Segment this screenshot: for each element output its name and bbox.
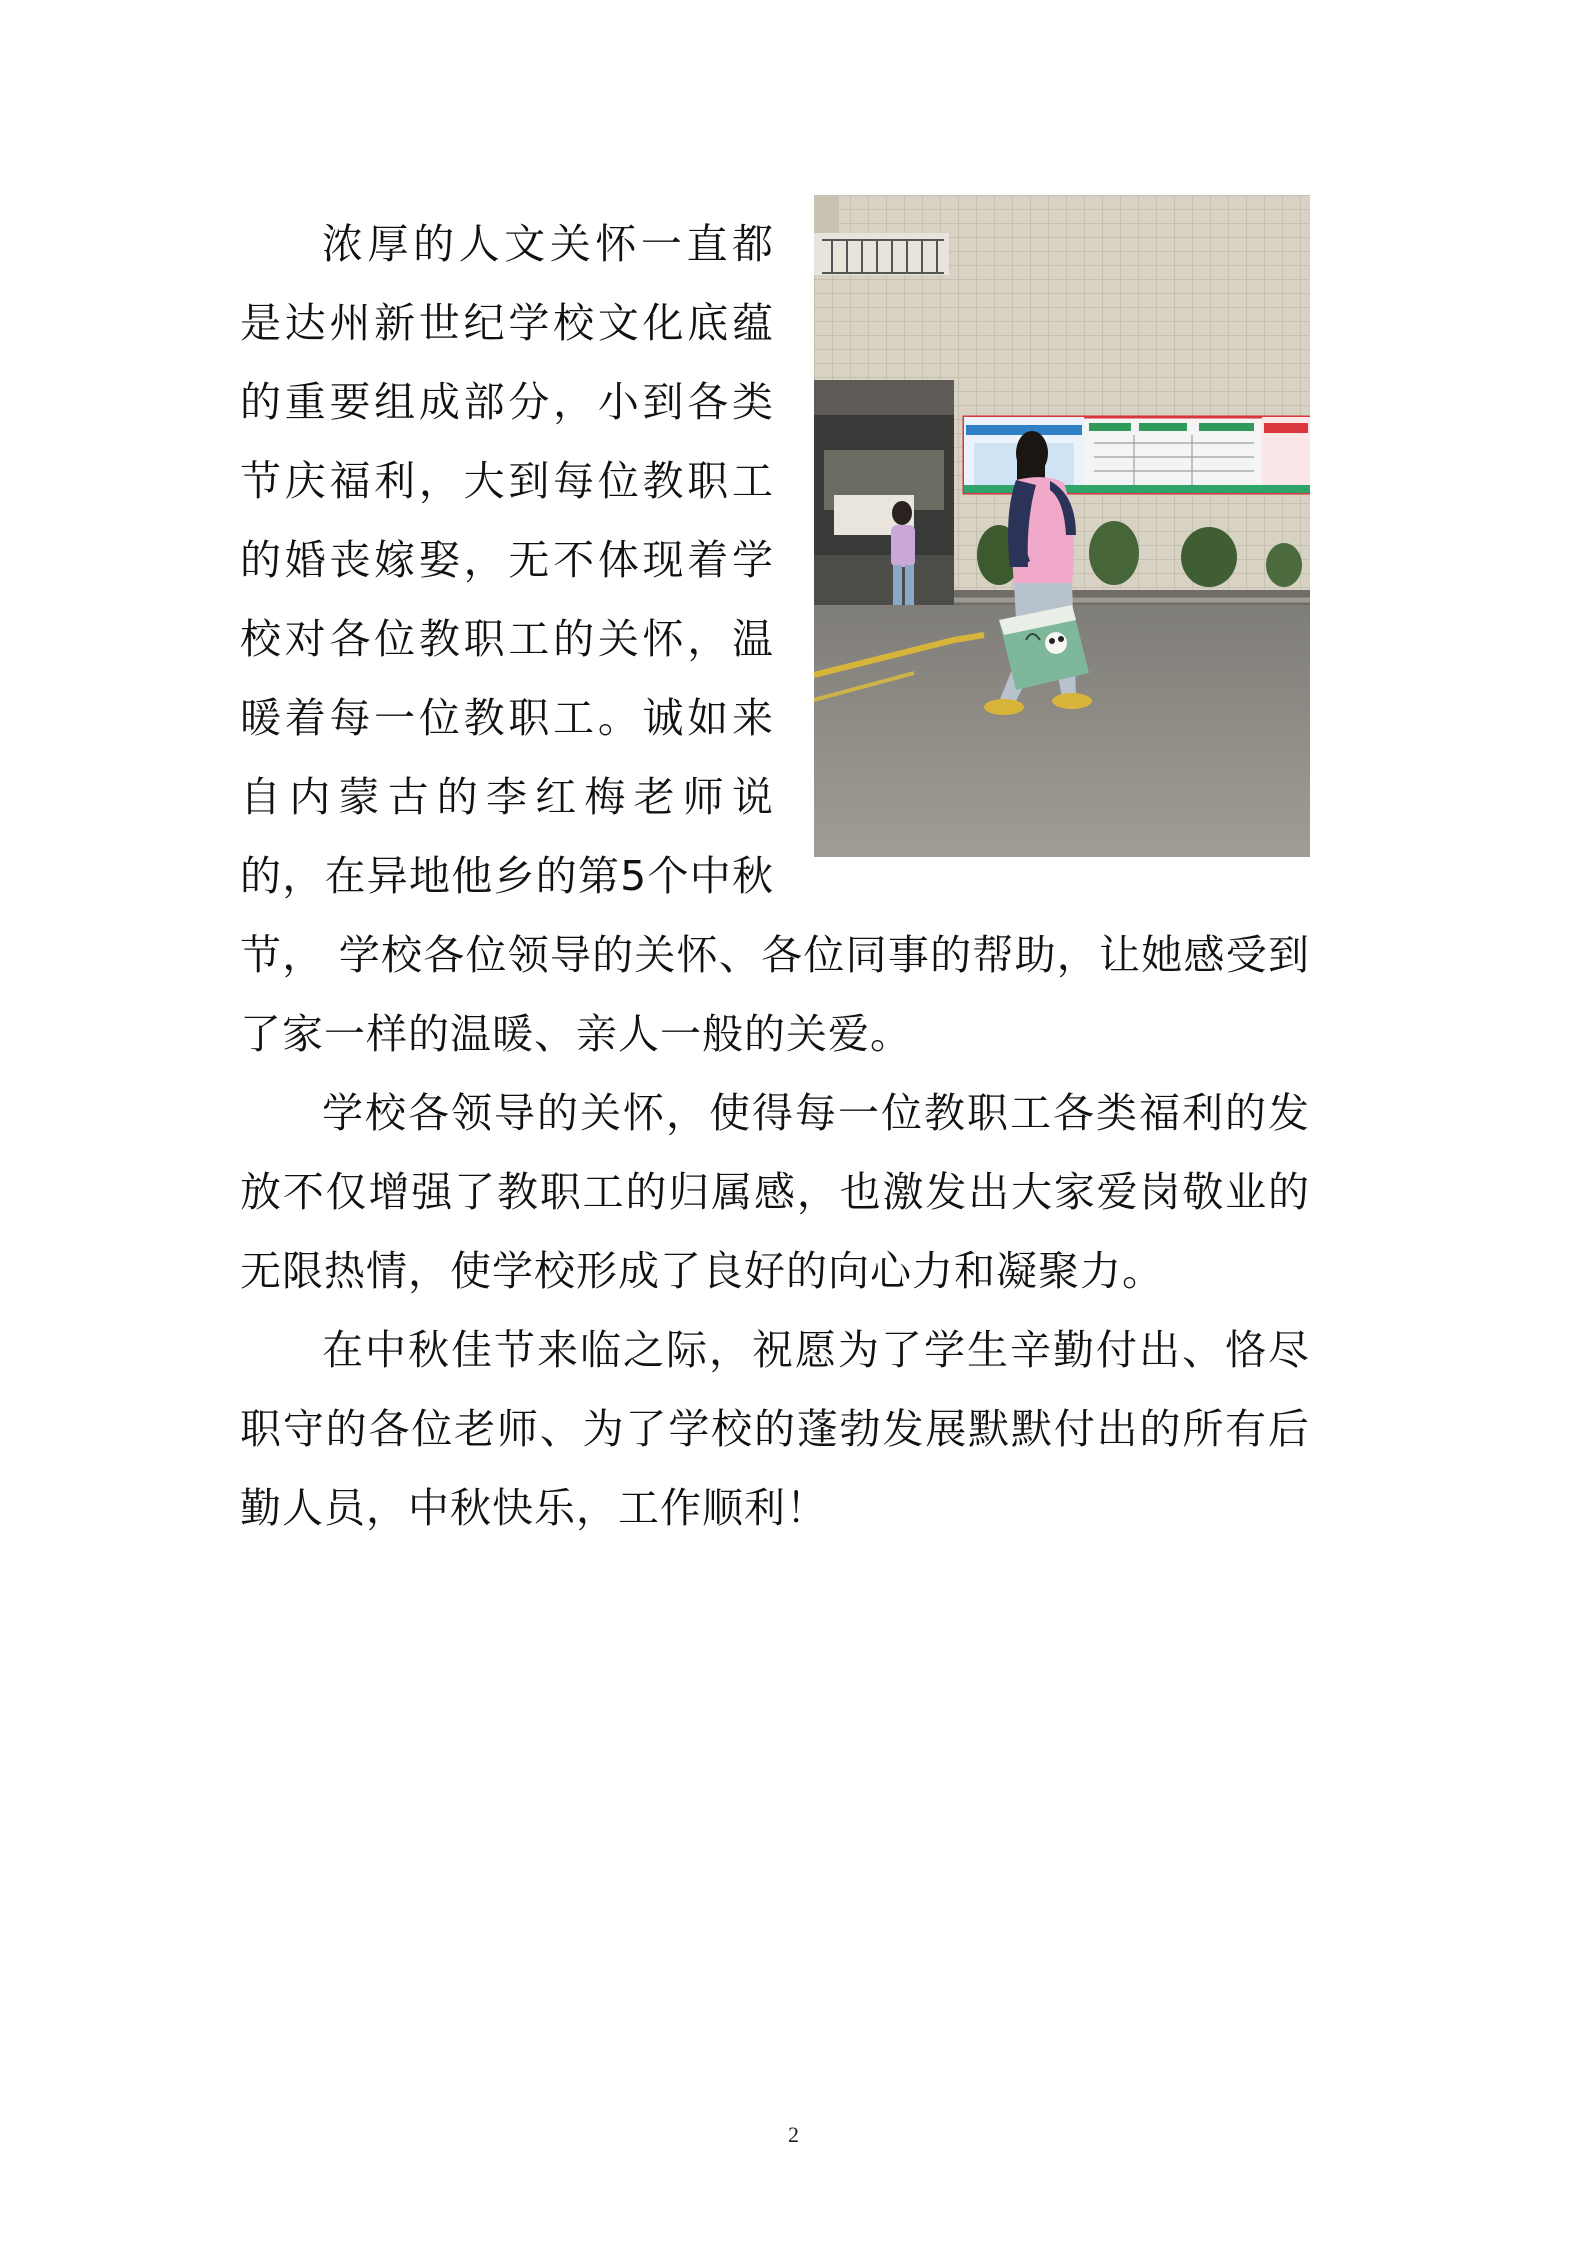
campus-photo (814, 195, 1310, 857)
article-body (240, 205, 1310, 1548)
paragraph-3: 在中秋佳节来临之际，祝愿为了学生辛勤付出、恪尽职守的各位老师、为了学校的蓬勃发展默默付出的所有后勤人员，中秋快乐，工作顺利！ (240, 1326, 1310, 1532)
paragraph-1: 浓厚的人文关怀一直都是达州新世纪学校文化底蕴的重要组成部分，小到各类节庆福利，大到每位教职工的婚丧嫁娶，无不体现着学校对各位教职工的关怀，温暖着每一位教职工。诚如来自内蒙古的李红梅老师说的，在异地他乡的第5个中秋节， 学校各位领导的关怀、各位同事的帮助，让她感受到了家一样的温暖、亲人一般的关爱。 (240, 220, 1310, 1058)
paragraph-2: 学校各领导的关怀，使得每一位教职工各类福利的发放不仅增强了教职工的归属感，也激发出大家爱岗敬业的无限热情，使学校形成了良好的向心力和凝聚力。 (240, 1089, 1310, 1295)
teacher-walking-photo (814, 195, 1310, 857)
page-number: 2 (788, 2122, 799, 2147)
